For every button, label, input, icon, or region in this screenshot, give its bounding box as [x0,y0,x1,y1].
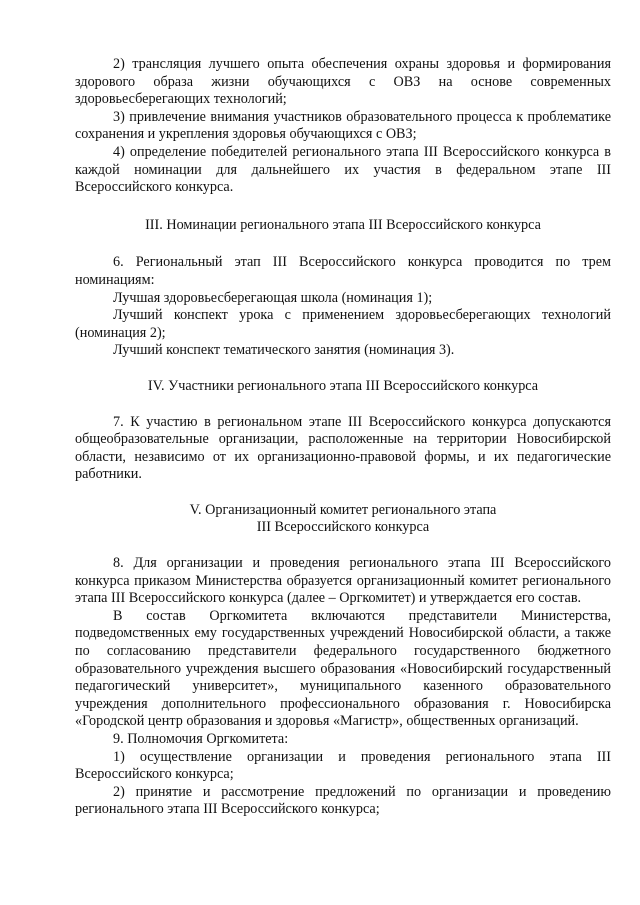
section-5-heading-line-2: III Всероссийского конкурса [256,519,430,536]
goal-item-4: 4) определение победителей регионального этапа III Всероссийского конкурса в каждой номинации для дальнейшего их участия в федеральном этапе III Всероссийского конкурса. [75,143,611,196]
document-page [75,56,611,819]
nomination-1: Лучшая здоровьесберегающая школа (номинация 1); [113,289,433,306]
section-5-heading [75,502,611,537]
section-3-heading: III. Номинации регионального этапа III Всероссийского конкурса [145,216,541,233]
clause-9-item-1: 1) осуществление организации и проведения регионального этапа III Всероссийского конкурса; [75,748,611,783]
nomination-2: Лучший конспект урока с применением здоровьесберегающих технологий (номинация 2); [75,307,611,341]
clause-9-item-2: 2) принятие и рассмотрение предложений по организации и проведению регионального этапа III Всероссийского конкурса; [75,783,611,818]
goal-item-2: 2) трансляция лучшего опыта обеспечения охраны здоровья и формирования здорового образа жизни обучающихся с ОВЗ на основе современных здоровьесберегающих технологий; [75,56,611,108]
section-4-heading: IV. Участники регионального этапа III Всероссийского конкурса [147,377,539,394]
goal-item-3: 3) привлечение внимания участников образовательного процесса к проблематике сохранения и укрепления здоровья обучающихся с ОВЗ; [75,108,611,143]
section-5-heading-line-1: V. Организационный комитет регионального этапа [189,501,497,518]
clause-8-composition: В состав Оргкомитета включаются представители Министерства, подведомственных ему государственных учреждений Новосибирской области, а также по согласованию представители федерального государственного бюджетного образовательного учреждения высшего образования «Новосибирский государственный педагогический университет», муниципального казенного образовательного учреждения дополнительного профессионального образования г. Новосибирска «Городской центр образования и здоровья «Магистр», общественных организаций. [75,607,611,730]
clause-7: 7. К участию в региональном этапе III Всероссийского конкурса допускаются общеобразовательные организации, расположенные на территории Новосибирской области, независимо от их организационно-правовой формы, и их педагогические работники. [75,413,611,483]
clause-9: 9. Полномочия Оргкомитета: [113,731,289,747]
clause-8: 8. Для организации и проведения регионального этапа III Всероссийского конкурса приказом Министерства образуется организационный комитет регионального этапа III Всероссийского конкурса (далее – Оргкомитет) и утверждается его состав. [75,555,611,607]
nomination-3: Лучший конспект тематического занятия (номинация 3). [113,342,455,359]
clause-6: 6. Региональный этап III Всероссийского конкурса проводится по трем номинациям: [75,254,611,288]
